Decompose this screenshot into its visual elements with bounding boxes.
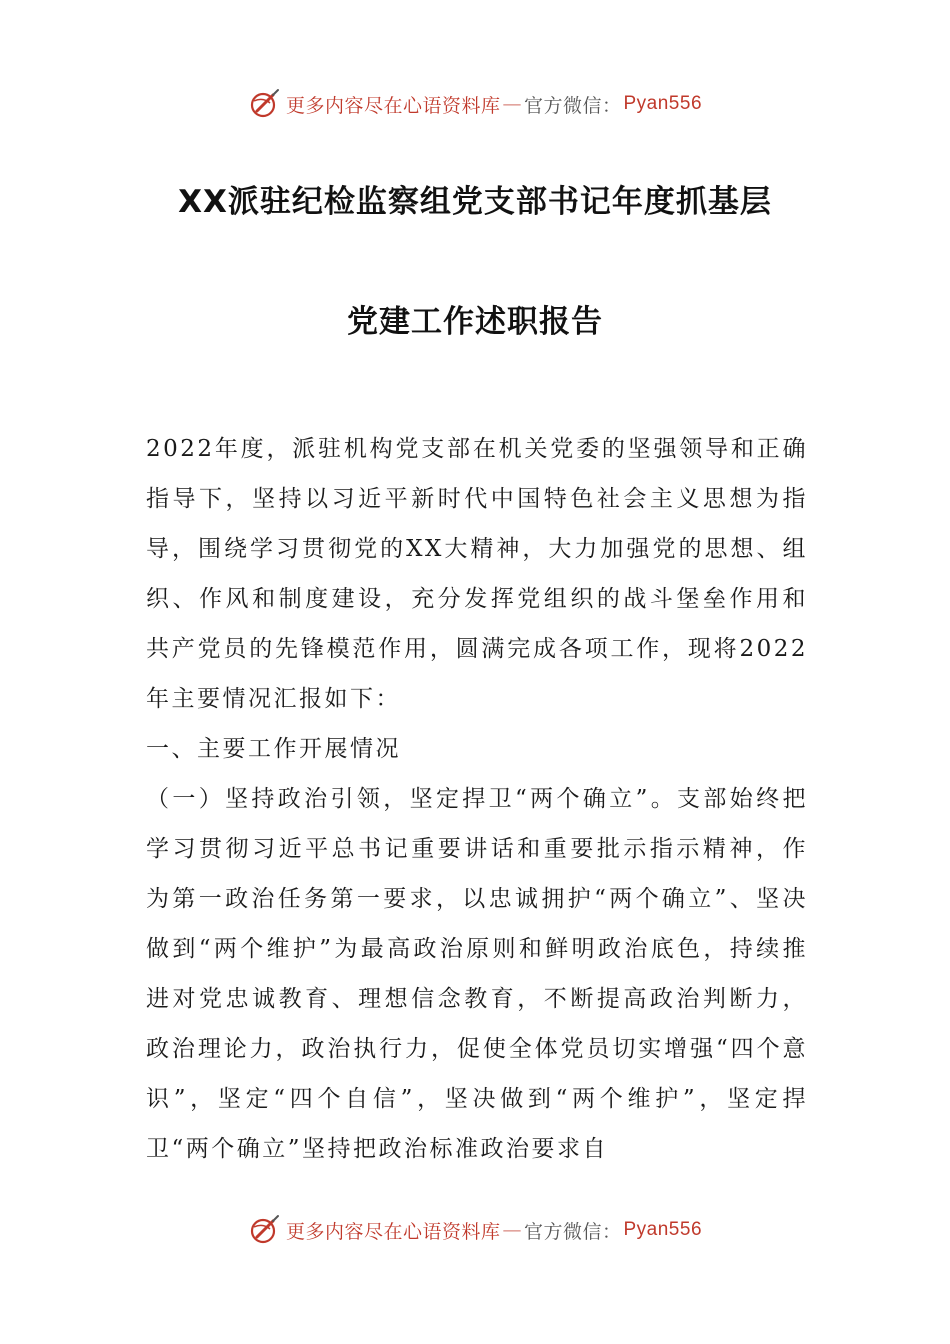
- watermark-grey-text: 官方微信：: [523, 1220, 622, 1243]
- section-heading: 一、主要工作开展情况: [146, 736, 401, 762]
- watermark-footer: [0, 1210, 950, 1250]
- pen-swirl-logo-icon: [248, 1213, 282, 1247]
- watermark-header: [0, 84, 950, 124]
- document-title-line2: 党建工作述职报告: [347, 304, 603, 340]
- body-paragraph-intro: 2022年度，派驻机构党支部在机关党委的坚强领导和正确指导下，坚持以习近平新时代中国特色社会主义思想为指导，围绕学习贯彻党的XX大精神，大力加强党的思想、组织、作风和制度建设，充分发挥党组织的战斗堡垒作用和共产党员的先锋模范作用，圆满完成各项工作，现将2022年主要情况汇报如下：: [146, 436, 808, 712]
- body-paragraph-section1: （一）坚持政治引领，坚定捍卫“两个确立”。支部始终把学习贯彻习近平总书记重要讲话和重要批示指示精神，作为第一政治任务第一要求，以忠诚拥护“两个确立”、坚决做到“两个维护”为最高政治原则和鲜明政治底色，持续推进对党忠诚教育、理想信念教育，不断提高政治判断力，政治理论力，政治执行力，促使全体党员切实增强“四个意识”，坚定“四个自信”，坚决做到“两个维护”，坚定捍卫“两个确立”坚持把政治标准政治要求自: [146, 786, 808, 1162]
- watermark-wechat-id: Pyan556: [623, 1219, 703, 1240]
- watermark-red-text: 更多内容尽在心语资料库: [285, 1220, 501, 1243]
- document-title-line1: XX派驻纪检监察组党支部书记年度抓基层: [178, 184, 772, 220]
- pen-swirl-logo-icon: [248, 87, 282, 121]
- watermark-grey-text: 官方微信：: [523, 94, 622, 117]
- watermark-dash: —: [502, 1219, 522, 1241]
- watermark-dash: —: [502, 93, 522, 115]
- watermark-wechat-id: Pyan556: [623, 93, 703, 114]
- watermark-red-text: 更多内容尽在心语资料库: [285, 94, 501, 117]
- document-body: [146, 424, 808, 1174]
